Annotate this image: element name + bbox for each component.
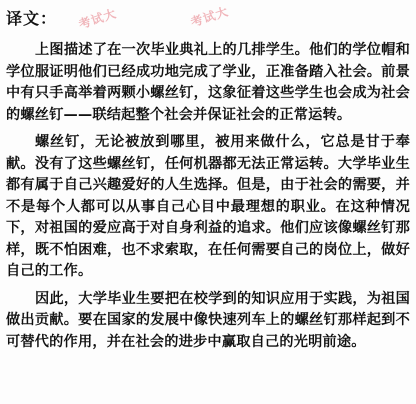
watermark-logo: 考试大 xyxy=(188,4,231,30)
watermark-logo: 考试大 xyxy=(76,6,119,32)
paragraph: 螺丝钉，无论被放到哪里，被用来做什么，它总是甘于奉献。没有了这些螺丝钉，任何机器都无法正常运转。大学毕业生都有属于自己兴趣爱好的人生选择。但是，由于社会的需要，并不是每个人都可以从事自己心目中最理想的职业。在这种情况下，对祖国的爱应高于对自身利益的追求。他们应该像螺丝钉那样，既不怕困难，也不求索取，在任何需要自己的岗位上，做好自己的工作。 xyxy=(6,134,410,279)
translation-body xyxy=(6,40,410,359)
paragraph: 因此，大学毕业生要把在校学到的知识应用于实践，为祖国做出贡献。要在国家的发展中像快速列车上的螺丝钉那样起到不可替代的作用，并在社会的进步中赢取自己的光明前途。 xyxy=(6,290,410,350)
paragraph: 上图描述了在一次毕业典礼上的几排学生。他们的学位帽和学位服证明他们已经成功地完成了学业，正准备踏入社会。前景中有只手高举着两颗小螺丝钉，这象征着这些学生也会成为社会的螺丝钉——联结起整个社会并保证社会的正常运转。 xyxy=(6,42,410,123)
translation-heading: 译文： xyxy=(6,9,58,28)
